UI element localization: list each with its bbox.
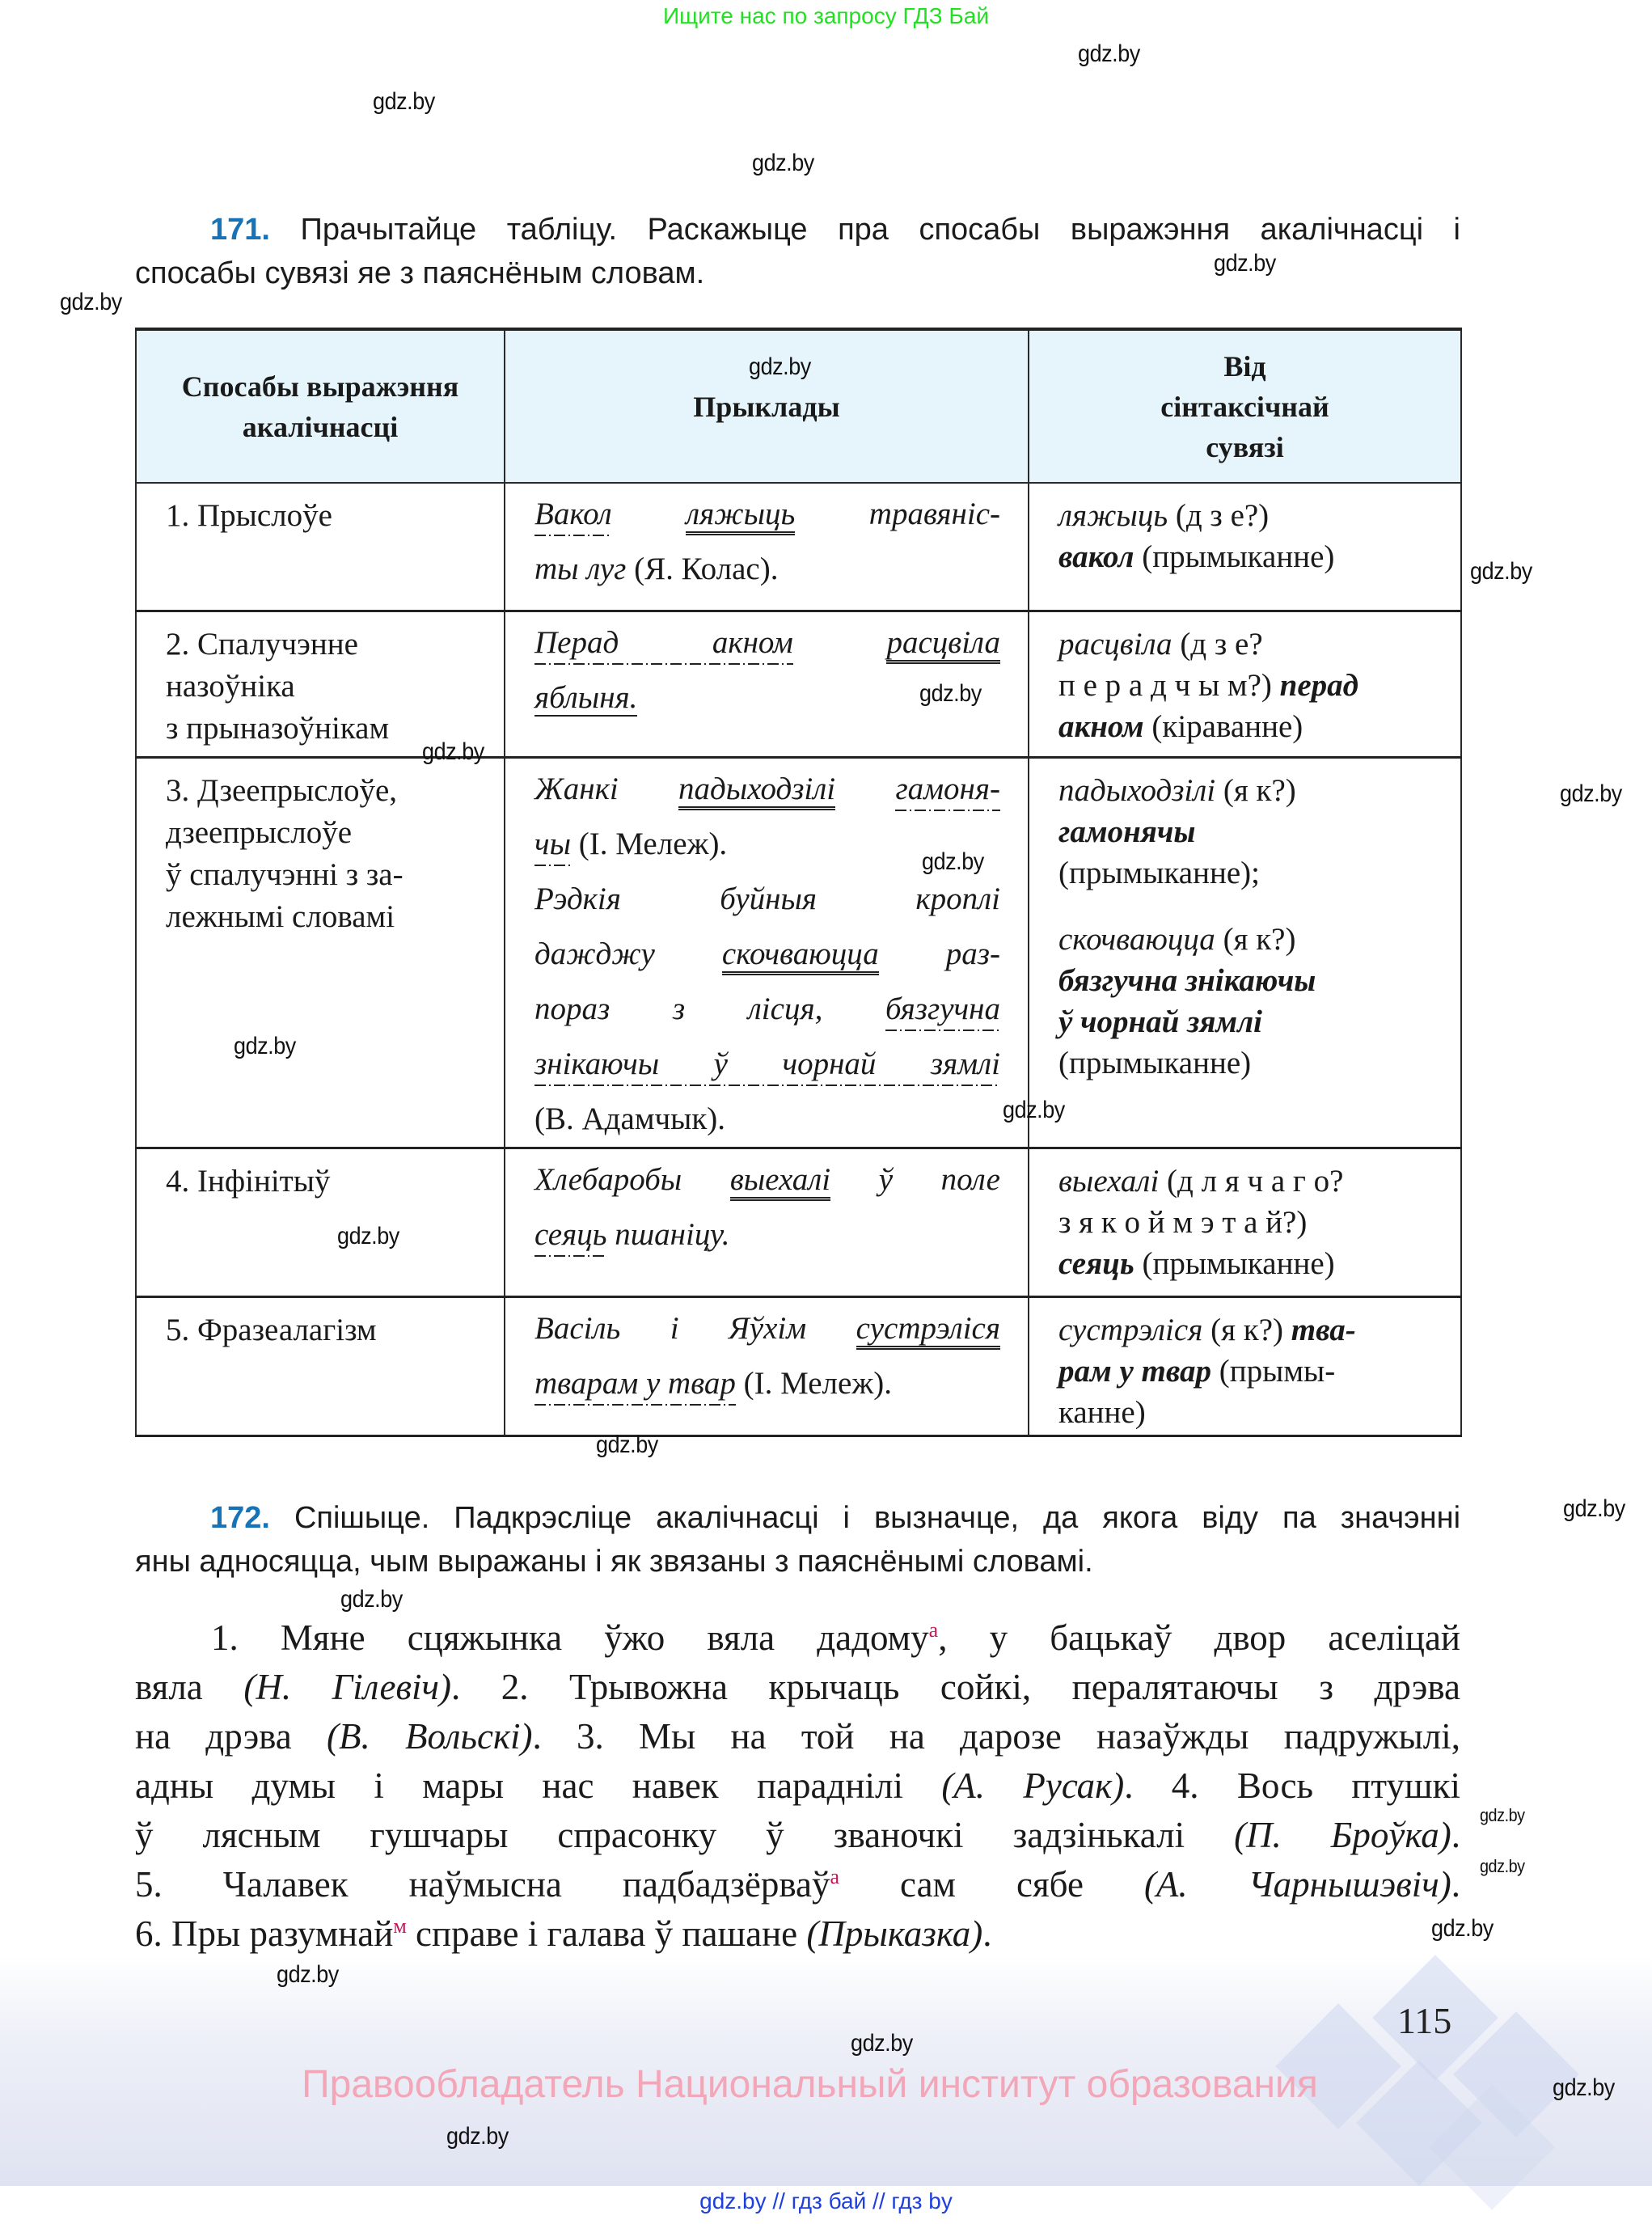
text-segment: Рэдкія буйныя кроплі	[534, 881, 1000, 916]
watermark: gdz.by	[752, 150, 814, 176]
text-segment: (Я. Колас).	[626, 552, 779, 586]
text-segment: падыходзілі	[1058, 772, 1216, 808]
watermark: gdz.by	[1470, 558, 1532, 585]
text-line	[534, 1092, 1000, 1147]
text-line	[1058, 536, 1449, 577]
underlined-word: яблыня.	[534, 679, 638, 715]
instruction-text: Прачытайце табліцу. Раскажыце пра спосабы выражэння акалічнасці і	[300, 213, 1460, 247]
text-line	[1058, 919, 1449, 960]
text-line	[534, 927, 1000, 982]
table-row	[136, 757, 1461, 1148]
text-line	[1058, 1202, 1449, 1243]
underlined-word: Перад акном	[534, 625, 793, 665]
method-label: 1. Прыслоўе	[166, 498, 332, 533]
method-cell	[136, 1296, 505, 1435]
header-examples	[505, 329, 1029, 483]
text-block	[534, 1152, 1000, 1262]
text-line	[534, 1207, 1000, 1262]
text-segment	[835, 772, 895, 806]
footnote-marker: а	[830, 1865, 840, 1888]
text-segment: ты луг	[534, 552, 627, 586]
adverbials-table	[135, 328, 1462, 1437]
watermark: gdz.by	[1003, 1097, 1065, 1123]
text-line	[534, 1301, 1000, 1356]
text-segment: (прымыканне)	[1134, 539, 1335, 574]
method-cell	[136, 483, 505, 611]
text-line	[135, 1860, 1460, 1909]
method-label: лежнымі словамі	[166, 898, 395, 934]
exercise-number: 171.	[210, 213, 270, 247]
exercise-number: 172.	[210, 1501, 270, 1535]
exercise-172-instruction	[135, 1496, 1460, 1583]
text-block	[1058, 495, 1449, 577]
text-segment: пораз з лісця,	[534, 991, 886, 1026]
text-segment: (прымы-	[1211, 1353, 1336, 1389]
underlined-word: чы	[534, 827, 571, 866]
watermark: gdz.by	[596, 1431, 658, 1458]
text-segment: тва-	[1291, 1312, 1356, 1347]
watermark: gdz.by	[60, 289, 122, 315]
table-row	[136, 1148, 1461, 1296]
text-line	[135, 1909, 1460, 1959]
underlined-word: сустрэліся	[856, 1311, 1000, 1350]
method-label: ў спалучэнні з за-	[166, 856, 403, 892]
text-segment: пшаніцу.	[606, 1216, 730, 1252]
text-line	[135, 1712, 1460, 1761]
example-cell	[505, 757, 1029, 1148]
text-line	[534, 1152, 1000, 1207]
text-segment: . 3. Мы на той на дарозе назаўжды падружылі,	[532, 1716, 1461, 1757]
text-segment: ў чорнай зямлі	[1058, 1004, 1262, 1039]
text-segment: з я к о й м э т а й?)	[1058, 1204, 1308, 1240]
text-segment: ў поле	[830, 1161, 1000, 1197]
watermark: gdz.by	[340, 1586, 403, 1613]
text-block	[135, 1613, 1460, 1959]
text-segment: (д л я ч а г о?	[1159, 1163, 1344, 1199]
text-segment: (кіраванне)	[1143, 708, 1303, 744]
text-line	[135, 1663, 1460, 1712]
text-segment: (прымыканне)	[1058, 1045, 1252, 1080]
text-segment: канне)	[1058, 1394, 1146, 1430]
text-line	[1058, 1001, 1449, 1042]
underlined-word: расцвіла	[886, 625, 1000, 664]
text-line	[135, 1761, 1460, 1811]
text-segment	[612, 497, 687, 531]
rights-notice: Правообладатель Национальный институт образования	[302, 2063, 1318, 2106]
text-segment: сеяць	[1058, 1245, 1134, 1281]
watermark: gdz.by	[422, 738, 484, 765]
page-number: 115	[1397, 2000, 1452, 2041]
text-block	[1058, 770, 1449, 894]
text-block	[1058, 1309, 1449, 1433]
text-segment: .	[1451, 1864, 1460, 1905]
instruction-text: спосабы сувязі яе з паяснёным словам.	[135, 256, 705, 290]
method-label: 3. Дзеепрыслоўе,	[166, 772, 398, 808]
footer-links[interactable]: gdz.by // гдз бай // гдз by	[699, 2188, 953, 2213]
text-segment: (д з е?)	[1168, 498, 1270, 533]
instruction-text: Спішыце. Падкрэсліце акалічнасці і вызначце, да якога віду па значэнні	[294, 1501, 1461, 1535]
text-line	[1058, 1309, 1449, 1351]
watermark: gdz.by	[234, 1033, 296, 1059]
underlined-word: Вакол	[534, 497, 612, 536]
text-block	[1058, 919, 1449, 1084]
text-segment: на дрэва	[135, 1716, 327, 1757]
table-row	[136, 1296, 1461, 1435]
text-segment: сам сябе	[839, 1864, 1144, 1905]
text-line	[1058, 1243, 1449, 1284]
text-segment	[793, 625, 887, 660]
footnote-marker: м	[393, 1914, 407, 1938]
header-relation	[1029, 329, 1461, 483]
watermark: gdz.by	[922, 848, 984, 875]
instruction-text: яны адносяцца, чым выражаны і як звязаны з паяснёнымі словамі.	[135, 1545, 1093, 1579]
text-segment: (А. Чарнышэвіч)	[1143, 1864, 1451, 1905]
text-line	[1058, 770, 1449, 811]
text-segment: (В. Адамчык).	[534, 1101, 725, 1136]
table-row	[136, 611, 1461, 757]
method-label: 5. Фразеалагізм	[166, 1312, 377, 1347]
text-block	[1058, 624, 1449, 747]
text-line	[534, 1037, 1000, 1092]
text-segment: вакол	[1058, 539, 1134, 574]
watermark: gdz.by	[1078, 40, 1140, 67]
watermark: gdz.by	[851, 2030, 913, 2057]
search-banner[interactable]: Ищите нас по запросу ГДЗ Бай	[662, 3, 990, 28]
example-cell	[505, 483, 1029, 611]
text-segment: перад	[1271, 667, 1358, 703]
text-segment: (прымыканне)	[1134, 1245, 1335, 1281]
text-segment: (В. Вольскі)	[327, 1716, 533, 1757]
method-cell	[136, 1148, 505, 1296]
text-block	[534, 1301, 1000, 1411]
text-line	[1058, 624, 1449, 665]
text-line	[1058, 706, 1449, 747]
header-label: сінтаксічнай	[1160, 390, 1329, 423]
relation-cell	[1029, 757, 1461, 1148]
text-segment: Хлебаробы	[534, 1161, 730, 1197]
underlined-word: скочваюцца	[722, 937, 879, 975]
relation-cell	[1029, 1148, 1461, 1296]
watermark: gdz.by	[446, 2123, 509, 2150]
text-line	[534, 487, 1000, 542]
watermark: gdz.by	[1480, 1856, 1525, 1876]
underlined-word: падыходзілі	[678, 772, 835, 810]
exercise-172-text	[135, 1613, 1460, 1959]
header-label: Від	[1223, 349, 1266, 383]
text-line	[534, 762, 1000, 817]
watermark: gdz.by	[919, 680, 982, 707]
method-label: 2. Спалучэнне	[166, 626, 358, 662]
text-segment: бязгучна знікаючы	[1058, 962, 1316, 998]
watermark: gdz.by	[337, 1223, 399, 1249]
watermark: gdz.by	[749, 353, 811, 380]
text-line	[1058, 1351, 1449, 1392]
text-block	[1058, 1161, 1449, 1284]
table-header-row	[136, 329, 1461, 483]
text-line	[135, 1613, 1460, 1663]
text-segment: расцвіла	[1058, 626, 1172, 662]
text-line	[1058, 960, 1449, 1001]
text-segment: гамонячы	[1058, 814, 1196, 849]
text-line	[1058, 1392, 1449, 1433]
underlined-word: ляжыць	[686, 497, 795, 535]
text-segment: сустрэліся	[1058, 1312, 1203, 1347]
text-segment: справе і галава ў пашане	[406, 1913, 807, 1954]
text-segment: Васіль і Яўхім	[534, 1310, 856, 1346]
text-segment: (я к?)	[1202, 1312, 1291, 1347]
text-segment: (П. Броўка)	[1234, 1815, 1451, 1855]
underlined-word: сеяць	[534, 1217, 606, 1257]
example-cell	[505, 1148, 1029, 1296]
method-label: з прыназоўнікам	[166, 710, 390, 746]
text-segment: (І. Мележ).	[571, 826, 728, 861]
watermark: gdz.by	[277, 1961, 339, 1988]
text-segment: травяніс-	[795, 497, 1000, 531]
text-segment: акном	[1058, 708, 1144, 744]
underlined-word: выехалі	[730, 1162, 830, 1201]
text-segment: . 2. Трывожна крычаць сойкі, пералятаючы з дрэва	[450, 1667, 1460, 1707]
text-segment: скочваюцца	[1058, 921, 1215, 957]
text-segment: (д з е?	[1172, 626, 1263, 662]
text-line	[534, 1356, 1000, 1411]
text-segment: (І. Мележ).	[735, 1365, 893, 1401]
example-cell	[505, 1296, 1029, 1435]
method-label: 4. Інфінітыў	[166, 1163, 331, 1199]
text-segment: 6. Пры разумнай	[135, 1913, 394, 1954]
text-block	[534, 872, 1000, 1147]
text-segment: 1. Мяне сцяжынка ўжо вяла дадому	[211, 1617, 929, 1658]
text-segment: адны думы і мары нас навек параднілі	[135, 1765, 942, 1806]
method-label: назоўніка	[166, 668, 295, 704]
method-cell	[136, 611, 505, 757]
footnote-marker: а	[928, 1618, 939, 1642]
underlined-word: тварам у твар	[534, 1366, 736, 1406]
text-line	[1058, 811, 1449, 852]
text-segment: рам у твар	[1058, 1353, 1212, 1389]
text-segment: 5. Чалавек наўмысна падбадзёрваў	[135, 1864, 830, 1905]
underlined-word: бязгучна	[885, 991, 1000, 1031]
method-cell	[136, 757, 505, 1148]
text-segment: . 4. Вось птушкі	[1124, 1765, 1460, 1806]
watermark: gdz.by	[1431, 1915, 1494, 1942]
text-block	[534, 487, 1000, 597]
text-line	[534, 872, 1000, 927]
text-line	[1058, 665, 1449, 706]
text-segment: (прымыканне);	[1058, 855, 1260, 890]
underlined-word: гамоня-	[895, 772, 1000, 811]
relation-cell	[1029, 483, 1461, 611]
text-line	[1058, 495, 1449, 536]
text-line	[534, 982, 1000, 1037]
text-segment: .	[982, 1913, 992, 1954]
header-method	[136, 329, 505, 483]
text-segment: п е р а д ч ы м?)	[1058, 667, 1272, 703]
text-segment: раз-	[878, 936, 1000, 971]
watermark: gdz.by	[1214, 250, 1276, 277]
text-line	[1058, 1161, 1449, 1202]
text-segment: Жанкі	[534, 771, 678, 806]
text-segment: (я к?)	[1215, 772, 1296, 808]
watermark: gdz.by	[373, 88, 435, 115]
text-segment: ляжыць	[1058, 498, 1168, 533]
text-line	[1058, 1042, 1449, 1084]
relation-cell	[1029, 611, 1461, 757]
text-line	[1058, 852, 1449, 894]
table-row	[136, 483, 1461, 611]
watermark: gdz.by	[1563, 1495, 1625, 1522]
watermark: gdz.by	[1480, 1805, 1525, 1825]
text-segment: дажджу	[534, 936, 722, 971]
header-label: Прыклады	[693, 390, 840, 423]
relation-cell	[1029, 1296, 1461, 1435]
text-segment: (А. Русак)	[941, 1765, 1125, 1806]
method-label: дзеепрыслоўе	[166, 814, 353, 850]
text-segment: ў лясным гушчары спрасонку ў званочкі задзінькалі	[135, 1815, 1235, 1855]
text-block	[534, 615, 1000, 725]
text-segment: (Прыказка)	[806, 1913, 983, 1954]
watermark: gdz.by	[1560, 780, 1622, 807]
text-line	[135, 1811, 1460, 1860]
text-segment: (я к?)	[1215, 921, 1296, 957]
text-segment: (Н. Гілевіч)	[243, 1667, 451, 1707]
text-segment: выехалі	[1058, 1163, 1160, 1199]
text-segment: , у бацькаў двор аселіцай	[938, 1617, 1461, 1658]
text-line	[534, 615, 1000, 670]
header-label: Спосабы выражэння акалічнасці	[181, 370, 459, 443]
text-segment: вяла	[135, 1667, 244, 1707]
underlined-word: знікаючы ў чорнай зямлі	[534, 1046, 1000, 1086]
header-label: сувязі	[1206, 430, 1284, 463]
watermark: gdz.by	[1553, 2074, 1615, 2101]
text-line	[534, 542, 1000, 597]
text-segment: .	[1451, 1815, 1460, 1855]
